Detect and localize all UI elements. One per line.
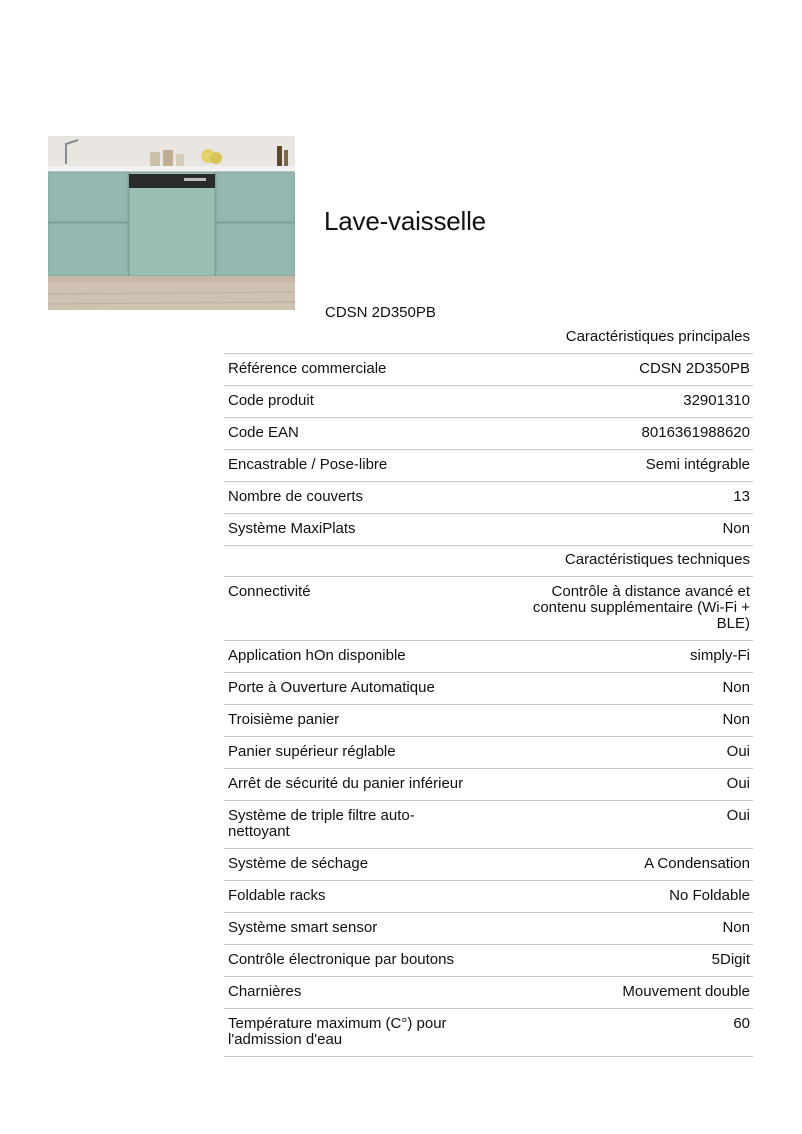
- spec-row: [224, 641, 753, 673]
- spec-row: [224, 801, 753, 849]
- spec-table: [224, 324, 753, 1057]
- spec-row: [224, 386, 753, 418]
- spec-row: [224, 577, 753, 641]
- spec-label: Nombre de couverts: [228, 488, 364, 505]
- spec-row: [224, 673, 753, 705]
- spec-label: Troisième panier: [228, 711, 340, 728]
- spec-row: [224, 482, 753, 514]
- spec-value: Non: [722, 919, 750, 936]
- product-model: CDSN 2D350PB: [325, 304, 436, 321]
- spec-label: Foldable racks: [228, 887, 326, 904]
- spec-value: 5Digit: [711, 951, 750, 968]
- spec-label: Encastrable / Pose-libre: [228, 456, 388, 473]
- spec-value: Semi intégrable: [645, 456, 750, 473]
- spec-row: [224, 705, 753, 737]
- spec-label: Système de séchage: [228, 855, 369, 872]
- spec-row: [224, 769, 753, 801]
- spec-row: [224, 849, 753, 881]
- spec-row: [224, 418, 753, 450]
- spec-value: Non: [722, 711, 750, 728]
- spec-row: [224, 450, 753, 482]
- spec-label: Système smart sensor: [228, 919, 378, 936]
- spec-value: Non: [722, 679, 750, 696]
- spec-label: Système de triple filtre auto-nettoyant: [228, 807, 415, 840]
- spec-label: Température maximum (C°) pour l'admission d'eau: [228, 1015, 447, 1048]
- section-heading-technical: Caractéristiques techniques: [224, 546, 753, 577]
- spec-row: [224, 1009, 753, 1057]
- spec-label: Application hOn disponible: [228, 647, 406, 664]
- spec-value: CDSN 2D350PB: [639, 360, 750, 377]
- spec-value: 13: [733, 488, 750, 505]
- spec-label: Charnières: [228, 983, 302, 1000]
- spec-row: [224, 881, 753, 913]
- spec-value: Oui: [726, 743, 750, 760]
- spec-row: [224, 977, 753, 1009]
- spec-row: [224, 354, 753, 386]
- spec-label: Porte à Ouverture Automatique: [228, 679, 435, 696]
- spec-value: 8016361988620: [641, 424, 750, 441]
- spec-label: Connectivité: [228, 583, 311, 600]
- spec-label: Code produit: [228, 392, 314, 409]
- product-photo: [48, 136, 295, 310]
- spec-row: [224, 913, 753, 945]
- spec-label: Arrêt de sécurité du panier inférieur: [228, 775, 464, 792]
- spec-row: [224, 945, 753, 977]
- spec-value: Mouvement double: [622, 983, 750, 1000]
- section-heading-main: Caractéristiques principales: [224, 324, 753, 354]
- spec-value: No Foldable: [669, 887, 750, 904]
- spec-label: Contrôle électronique par boutons: [228, 951, 454, 968]
- spec-row: [224, 737, 753, 769]
- spec-label: Référence commerciale: [228, 360, 387, 377]
- spec-value: Oui: [726, 807, 750, 824]
- spec-value: Contrôle à distance avancé et contenu supplémentaire (Wi-Fi + BLE): [532, 583, 750, 632]
- spec-value: Non: [722, 520, 750, 537]
- product-title: Lave-vaisselle: [324, 206, 486, 236]
- spec-value: 60: [733, 1015, 750, 1032]
- spec-label: Système MaxiPlats: [228, 520, 356, 537]
- spec-label: Panier supérieur réglable: [228, 743, 396, 760]
- spec-value: 32901310: [683, 392, 750, 409]
- spec-row: [224, 514, 753, 546]
- spec-value: Oui: [726, 775, 750, 792]
- spec-value: simply-Fi: [690, 647, 750, 664]
- spec-value: A Condensation: [644, 855, 750, 872]
- kitchen-dishwasher-image: [48, 136, 295, 310]
- spec-label: Code EAN: [228, 424, 299, 441]
